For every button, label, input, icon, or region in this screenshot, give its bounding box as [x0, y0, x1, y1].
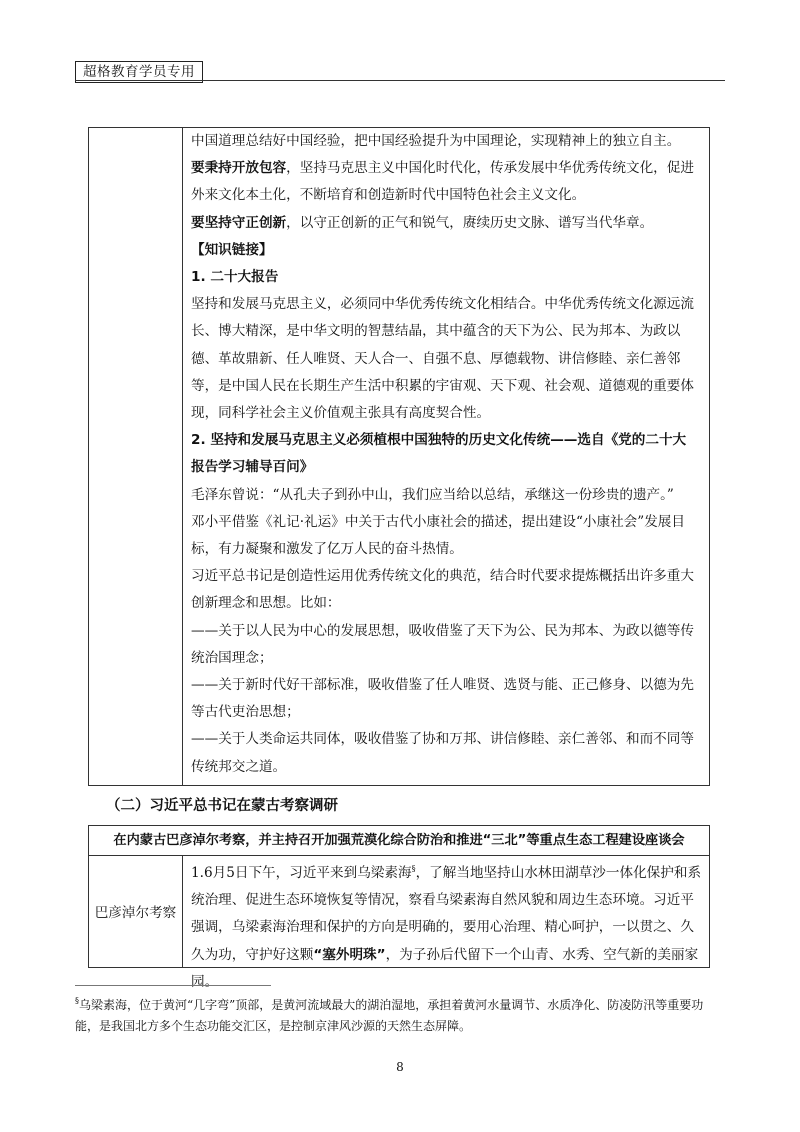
page-number: 8: [396, 1060, 404, 1074]
paragraph: 坚持和发展马克思主义，必须同中华优秀传统文化相结合。中华优秀传统文化源远流长、博大精深，是中华文明的智慧结晶，其中蕴含的天下为公、民为邦本、为政以德、革故鼎新、任人唯贤、天人合一、自强不息、厚德载物、讲信修睦、亲仁善邻等，是中国人民在长期生产生活中积累的宇宙观、天下观、社会观、道德观的重要体现，同科学社会主义价值观主张具有高度契合性。: [191, 296, 694, 422]
footnote-mark: §: [75, 996, 79, 1005]
table-column-divider: [182, 128, 183, 785]
knowledge-content: [191, 128, 699, 781]
header-rule: [75, 80, 725, 81]
paragraph: 要秉持开放包容，坚持马克思主义中国化时代化，传承发展中华优秀传统文化，促进外来文化本土化，不断培育和创造新时代中国特色社会主义文化。: [191, 160, 694, 204]
footnote-mark: §: [411, 864, 416, 873]
paragraph: ——关于新时代好干部标准，吸收借鉴了任人唯贤、选贤与能、正己修身、以德为先等古代吏治思想；: [191, 677, 694, 721]
table-column-divider: [182, 855, 183, 967]
footnote-rule: [75, 985, 271, 986]
footnote: §乌梁素海，位于黄河“几字弯”顶部，是黄河流域最大的湖泊湿地，承担着黄河水量调节、水质净化、防凌防汛等重要功能，是我国北方多个生态功能交汇区，是控制京津风沙源的天然生态屏障。: [75, 996, 704, 1033]
header-badge: 超格教育学员专用: [75, 61, 203, 83]
section-heading: （二）习近平总书记在蒙古考察调研: [106, 798, 338, 814]
knowledge-table: [88, 127, 710, 786]
paragraph: 习近平总书记是创造性运用优秀传统文化的典范，结合时代要求提炼概括出许多重大创新理念和思想。比如：: [191, 568, 694, 612]
knowledge-link-heading: 【知识链接】: [191, 241, 273, 258]
paragraph: ——关于以人民为中心的发展思想，吸收借鉴了天下为公、民为邦本、为政以德等传统治国理念；: [191, 622, 694, 666]
paragraph: 邓小平借鉴《礼记·礼运》中关于古代小康社会的描述，提出建设“小康社会”发展目标，有力凝聚和激发了亿万人民的奋斗热情。: [191, 513, 685, 558]
paragraph: 1.6月5日下午，习近平来到乌梁素海§，了解当地坚持山水林田湖草沙一体化保护和系统治理、促进生态环境恢复等情况，察看乌梁素海自然风貌和周边生态环境。习近平强调，乌梁素海治理和保护的方向是明确的，要用心治理、精心呵护，一以贯之、久久为功，守护好这颗“塞外明珠”，为子孙后代留下一个山青、水秀、空气新的美丽家园。: [191, 864, 702, 990]
paragraph: 中国道理总结好中国经验，把中国经验提升为中国理论，实现精神上的独立自主。: [191, 133, 681, 149]
subheading: 1. 二十大报告: [191, 269, 279, 286]
paragraph: 要坚持守正创新，以守正创新的正气和锐气，赓续历史文脉、谱写当代华章。: [191, 214, 654, 231]
paragraph: ——关于人类命运共同体，吸收借鉴了协和万邦、讲信修睦、亲仁善邻、和而不同等传统邦交之道。: [191, 731, 694, 775]
table-title: 在内蒙古巴彦淖尔考察，并主持召开加强荒漠化综合防治和推进“三北”等重点生态工程建设座谈会: [89, 826, 709, 856]
inspection-content: [191, 855, 703, 996]
row-label: 巴彦淖尔考察: [94, 905, 177, 921]
inspection-table: [88, 825, 710, 990]
paragraph: 毛泽东曾说：“从孔夫子到孙中山，我们应当给以总结，承继这一份珍贵的遗产。”: [191, 486, 674, 503]
subheading: 2. 坚持和发展马克思主义必须植根中国独特的历史文化传统——选自《党的二十大报告学习辅导百问》: [191, 432, 687, 476]
